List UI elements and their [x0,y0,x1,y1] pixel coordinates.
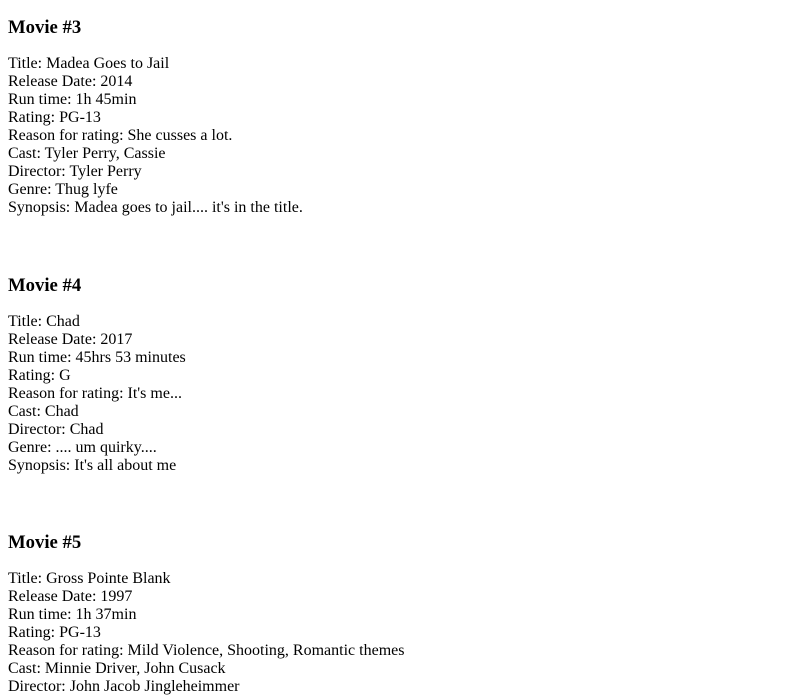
movie-3-cast: Cast: Tyler Perry, Cassie [8,145,166,162]
movie-3-genre: Genre: Thug lyfe [8,181,118,198]
movie-3-heading: Movie #3 [8,17,82,38]
movie-4-synopsis: Synopsis: It's all about me [8,457,177,474]
movie-5-title: Title: Gross Pointe Blank [8,570,171,587]
movie-5-rating: Rating: PG-13 [8,624,101,641]
movie-3-rating: Rating: PG-13 [8,109,101,126]
movie-5-run-time: Run time: 1h 37min [8,606,137,623]
movie-4-run-time: Run time: 45hrs 53 minutes [8,349,186,366]
movie-3-rating-reason: Reason for rating: She cusses a lot. [8,127,233,144]
movie-3-details [8,55,778,217]
movie-3-title: Title: Madea Goes to Jail [8,55,170,72]
movie-3-section [8,17,778,217]
movie-4-section [8,275,778,475]
movie-4-rating: Rating: G [8,367,71,384]
movie-4-director: Director: Chad [8,421,104,438]
movie-3-release-date: Release Date: 2014 [8,73,133,90]
movie-4-details [8,313,778,475]
movie-3-synopsis: Synopsis: Madea goes to jail.... it's in the title. [8,199,303,216]
movie-5-section [8,532,778,696]
movie-5-release-date: Release Date: 1997 [8,588,133,605]
movie-5-heading: Movie #5 [8,532,82,553]
movie-5-rating-reason: Reason for rating: Mild Violence, Shooting, Romantic themes [8,642,405,659]
movie-3-run-time: Run time: 1h 45min [8,91,137,108]
movie-4-genre: Genre: .... um quirky.... [8,439,157,456]
movie-5-details [8,570,778,696]
movie-4-rating-reason: Reason for rating: It's me... [8,385,182,402]
movie-3-director: Director: Tyler Perry [8,163,142,180]
movie-4-cast: Cast: Chad [8,403,79,420]
movie-5-director: Director: John Jacob Jingleheimmer [8,678,240,695]
movie-4-title: Title: Chad [8,313,80,330]
movie-4-heading: Movie #4 [8,275,82,296]
movie-5-cast: Cast: Minnie Driver, John Cusack [8,660,226,677]
movie-4-release-date: Release Date: 2017 [8,331,133,348]
